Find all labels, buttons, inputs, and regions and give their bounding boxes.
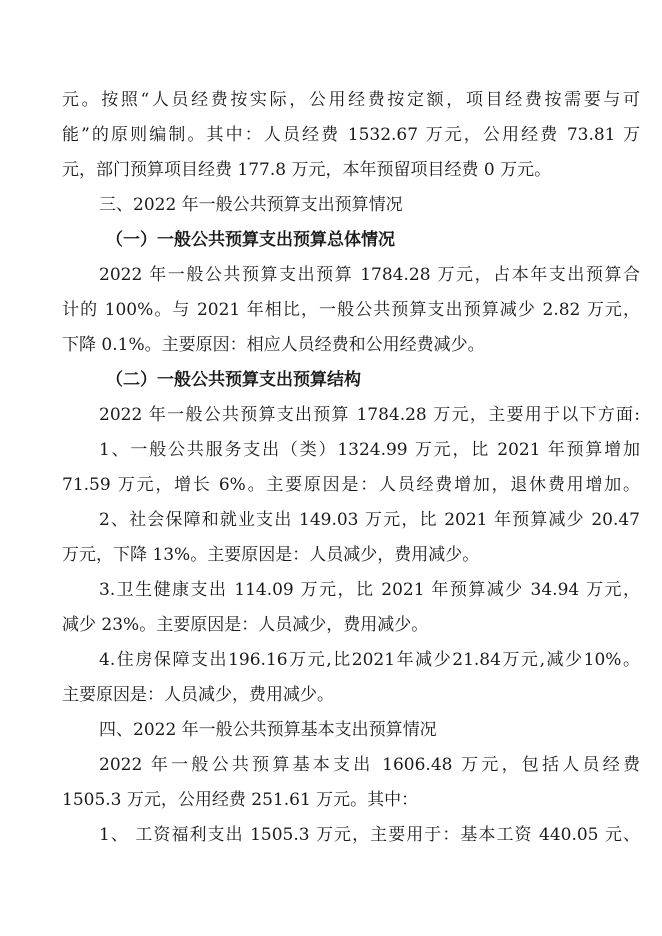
- section-heading: （一）一般公共预算支出预算总体情况: [106, 230, 395, 250]
- text-line: 能”的原则编制。其中：人员经费 1532.67 万元，公用经费 73.81 万: [62, 125, 640, 145]
- text-line: 2、社会保障和就业支出 149.03 万元，比 2021 年预算减少 20.47: [99, 510, 640, 530]
- text-line: 万元，下降 13%。主要原因是：人员减少，费用减少。: [62, 545, 480, 565]
- text-line: 计的 100%。与 2021 年相比，一般公共预算支出预算减少 2.82 万元，: [62, 300, 640, 320]
- text-line: 主要原因是：人员减少，费用减少。: [62, 685, 334, 705]
- text-line: 元，部门预算项目经费 177.8 万元，本年预留项目经费 0 万元。: [62, 160, 552, 180]
- text-line: 减少 23%。主要原因是：人员减少，费用减少。: [62, 615, 429, 635]
- text-line: 2022 年一般公共预算支出预算 1784.28 万元，占本年支出预算合: [99, 265, 640, 285]
- text-line: 2022 年一般公共预算支出预算 1784.28 万元，主要用于以下方面:: [99, 405, 640, 425]
- text-line: 1505.3 万元，公用经费 251.61 万元。其中：: [62, 790, 419, 810]
- document-page: [62, 83, 640, 853]
- text-line: 三、2022 年一般公共预算支出预算情况: [99, 195, 403, 215]
- text-line: 元。按照“人员经费按实际，公用经费按定额，项目经费按需要与可: [62, 90, 640, 110]
- section-heading: （二）一般公共预算支出预算结构: [106, 370, 361, 390]
- text-line: 1、 工资福利支出 1505.3 万元，主要用于：基本工资 440.05 元、: [99, 825, 640, 845]
- text-line: 1、一般公共服务支出（类）1324.99 万元，比 2021 年预算增加: [99, 440, 640, 460]
- text-line: 3.卫生健康支出 114.09 万元，比 2021 年预算减少 34.94 万元，: [99, 580, 640, 600]
- text-line: 四、2022 年一般公共预算基本支出预算情况: [99, 720, 437, 740]
- text-line: 4.住房保障支出196.16万元,比2021年减少21.84万元,减少10%。: [99, 650, 640, 670]
- text-line: 下降 0.1%。主要原因：相应人员经费和公用经费减少。: [62, 335, 485, 355]
- text-line: 2022 年一般公共预算基本支出 1606.48 万元，包括人员经费: [99, 755, 640, 775]
- text-line: 71.59 万元，增长 6%。主要原因是：人员经费增加，退休费用增加。: [62, 475, 640, 495]
